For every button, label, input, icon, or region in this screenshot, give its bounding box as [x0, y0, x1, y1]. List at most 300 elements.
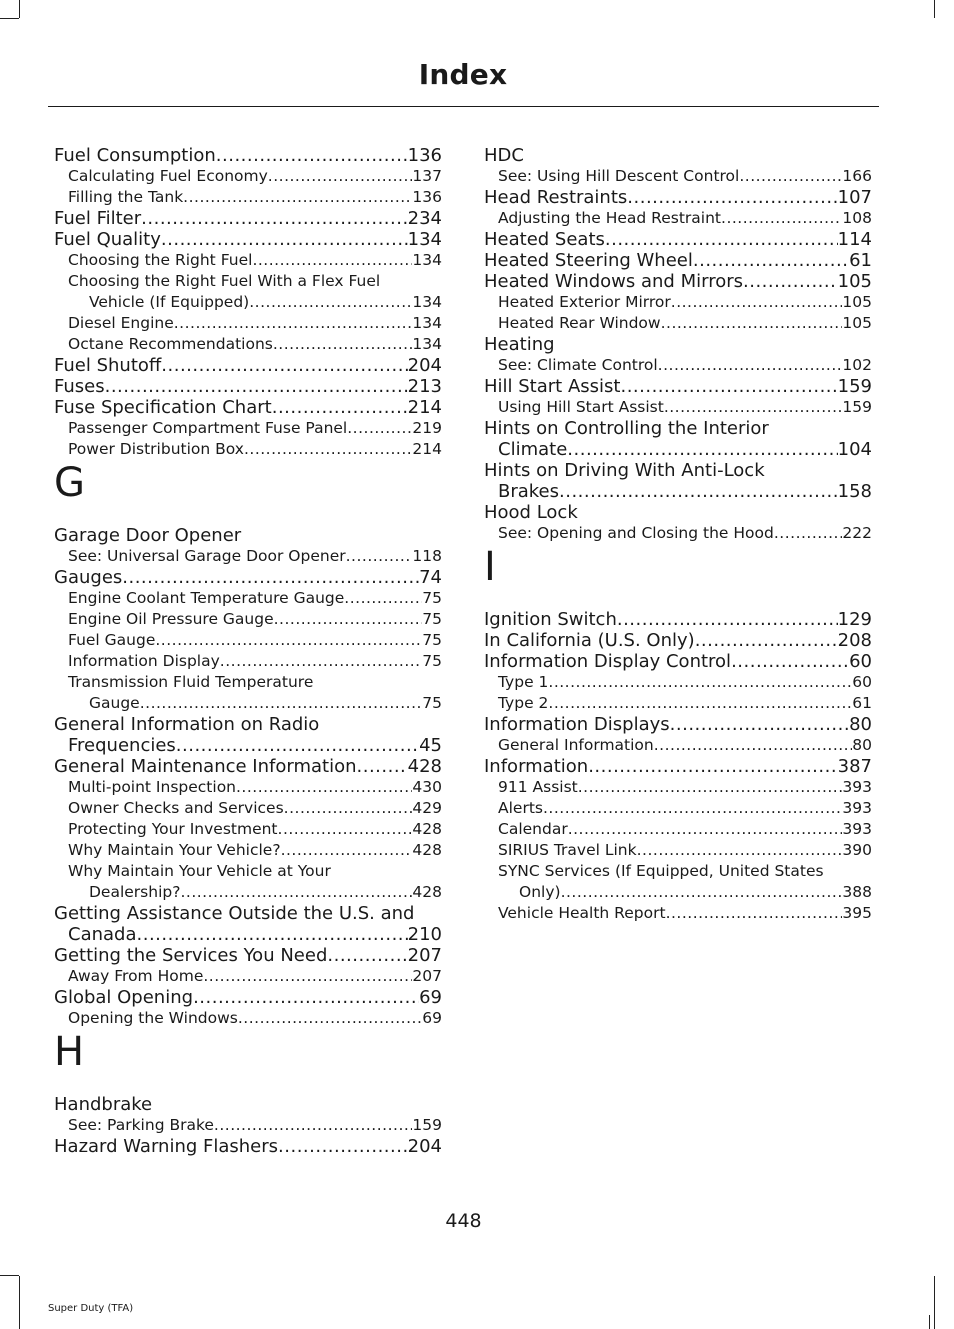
- section-letter: I: [484, 544, 496, 590]
- index-column-right: [484, 145, 872, 924]
- dot-leader: [174, 313, 413, 334]
- entry-row: [498, 208, 872, 229]
- entry-row: [484, 271, 872, 292]
- entry-text: Octane Recommendations: [68, 335, 273, 353]
- entry-text: In California (U.S. Only): [484, 630, 695, 651]
- entry-row: [484, 630, 872, 651]
- entry-text: Power Distribution Box: [68, 440, 244, 458]
- page-ref: 219: [412, 419, 442, 437]
- index-subentry: [54, 250, 442, 271]
- page-ref: 134: [412, 251, 442, 269]
- entry-text: Hood Lock: [484, 502, 578, 523]
- page-ref: 45: [419, 735, 442, 756]
- entry-text: 911 Assist: [498, 778, 578, 796]
- entry-text: Fuel Filter: [54, 208, 142, 229]
- index-entry: [54, 145, 442, 166]
- entry-text-continued: Only): [519, 883, 561, 901]
- entry-text: Getting the Services You Need: [54, 945, 328, 966]
- dot-leader: [347, 418, 412, 439]
- entry-text-continued: Vehicle (If Equipped): [89, 293, 250, 311]
- index-entry: [54, 208, 442, 229]
- dot-leader: [161, 355, 407, 376]
- entry-text-continued: Climate: [498, 439, 568, 460]
- entry-text: Type 1: [498, 673, 549, 691]
- entry-text: General Information on Radio: [54, 714, 320, 735]
- entry-text: Gauges: [54, 567, 123, 588]
- index-subentry: [54, 777, 442, 798]
- page-ref: 388: [842, 883, 872, 901]
- entry-row: [54, 567, 442, 588]
- page-ref: 80: [849, 714, 872, 735]
- entry-text: Ignition Switch: [484, 609, 617, 630]
- page-ref: 393: [842, 820, 872, 838]
- entry-text: Heated Seats: [484, 229, 605, 250]
- page-ref: 204: [407, 1136, 442, 1157]
- entry-text: Hazard Warning Flashers: [54, 1136, 279, 1157]
- entry-row: [498, 819, 872, 840]
- index-entry: [484, 502, 872, 523]
- index-subentry: [484, 819, 872, 840]
- index-subentry: [54, 187, 442, 208]
- entry-row: [68, 250, 442, 271]
- dot-leader: [670, 714, 849, 735]
- dot-leader: [278, 819, 413, 840]
- entry-text: Owner Checks and Services: [68, 799, 284, 817]
- index-subentry: [484, 777, 872, 798]
- entry-text-continued: Frequencies: [68, 735, 176, 756]
- entry-text: Vehicle Health Report: [498, 904, 666, 922]
- entry-text: Fuel Quality: [54, 229, 161, 250]
- entry-text-continued: Dealership?: [89, 883, 181, 901]
- index-subentry: [54, 271, 442, 313]
- entry-row: [68, 588, 442, 609]
- entry-text: Hints on Driving With Anti-Lock: [484, 460, 765, 481]
- dot-leader: [180, 882, 412, 903]
- dot-leader: [137, 924, 408, 945]
- entry-row: [54, 229, 442, 250]
- entry-row: [54, 756, 442, 777]
- page-ref: 60: [852, 673, 872, 691]
- dot-leader: [627, 187, 837, 208]
- dot-leader: [548, 672, 852, 693]
- index-subentry: [54, 334, 442, 355]
- index-entry: [54, 229, 442, 250]
- entry-text: HDC: [484, 145, 524, 166]
- entry-text: Hill Start Assist: [484, 376, 621, 397]
- index-entry: [54, 1094, 442, 1115]
- page-ref: 428: [407, 756, 442, 777]
- entry-row: [54, 355, 442, 376]
- entry-row: [498, 166, 872, 187]
- entry-row: [68, 966, 442, 987]
- entry-text: Using Hill Start Assist: [498, 398, 664, 416]
- entry-row: [484, 714, 872, 735]
- index-subentry: [54, 819, 442, 840]
- index-subentry: [484, 292, 872, 313]
- index-entry: [54, 987, 442, 1008]
- index-entry: [54, 525, 442, 546]
- dot-leader: [637, 840, 843, 861]
- page-ref: 61: [852, 694, 872, 712]
- entry-text: Choosing the Right Fuel: [68, 251, 253, 269]
- dot-leader: [671, 292, 843, 313]
- index-subentry: [54, 418, 442, 439]
- index-subentry: [484, 313, 872, 334]
- entry-text: Fuel Consumption: [54, 145, 216, 166]
- dot-leader: [346, 546, 413, 567]
- index-subentry: [484, 693, 872, 714]
- page-ref: 158: [837, 481, 872, 502]
- dot-leader: [220, 651, 422, 672]
- crop-mark: [929, 1315, 930, 1329]
- entry-continuation-row: [498, 882, 872, 903]
- index-subentry: [54, 630, 442, 651]
- page-ref: 104: [837, 439, 872, 460]
- index-column-left: [54, 145, 442, 1157]
- page-ref: 118: [412, 547, 442, 565]
- dot-leader: [743, 271, 838, 292]
- page-ref: 207: [407, 945, 442, 966]
- index-subentry: [484, 903, 872, 924]
- dot-leader: [161, 229, 408, 250]
- dot-leader: [721, 208, 842, 229]
- entry-text: Fuel Gauge: [68, 631, 156, 649]
- dot-leader: [238, 1008, 422, 1029]
- index-subentry: [54, 840, 442, 861]
- page-ref: 75: [422, 631, 442, 649]
- entry-row: [498, 292, 872, 313]
- entry-row: [498, 355, 872, 376]
- entry-text: Heated Steering Wheel: [484, 250, 693, 271]
- entry-text: See: Using Hill Descent Control: [498, 167, 740, 185]
- entry-text: See: Universal Garage Door Opener: [68, 547, 346, 565]
- dot-leader: [731, 651, 849, 672]
- index-entry: [54, 567, 442, 588]
- entry-row: [68, 439, 442, 460]
- entry-row: [54, 945, 442, 966]
- page-ref: 214: [407, 397, 442, 418]
- index-subentry: [484, 672, 872, 693]
- entry-text: Why Maintain Your Vehicle?: [68, 841, 281, 859]
- page-ref: 69: [419, 987, 442, 1008]
- crop-mark: [934, 0, 935, 18]
- page-ref: 114: [837, 229, 872, 250]
- index-entry: [484, 145, 872, 166]
- entry-row: [68, 840, 442, 861]
- entry-text: Engine Oil Pressure Gauge: [68, 610, 274, 628]
- entry-text: Head Restraints: [484, 187, 628, 208]
- entry-text: Away From Home: [68, 967, 204, 985]
- index-entry: [484, 250, 872, 271]
- dot-leader: [661, 313, 843, 334]
- entry-row: [484, 187, 872, 208]
- dot-leader: [774, 523, 843, 544]
- entry-text: General Maintenance Information: [54, 756, 357, 777]
- page-ref: 428: [412, 820, 442, 838]
- entry-continuation-row: [68, 693, 442, 714]
- page-ref: 105: [842, 314, 872, 332]
- page-ref: 234: [407, 208, 442, 229]
- entry-continuation-row: [484, 481, 872, 502]
- entry-text: Type 2: [498, 694, 549, 712]
- dot-leader: [654, 735, 853, 756]
- section-letter: H: [54, 1029, 85, 1075]
- page-ref: 134: [412, 335, 442, 353]
- entry-text: Opening the Windows: [68, 1009, 238, 1027]
- entry-text: Protecting Your Investment: [68, 820, 278, 838]
- entry-text: See: Parking Brake: [68, 1116, 214, 1134]
- entry-text: See: Opening and Closing the Hood: [498, 524, 774, 542]
- entry-text: Passenger Compartment Fuse Panel: [68, 419, 348, 437]
- page-ref: 80: [852, 736, 872, 754]
- index-entry: [484, 187, 872, 208]
- index-subentry: [484, 523, 872, 544]
- index-subentry: [484, 861, 872, 903]
- entry-continuation-row: [68, 882, 442, 903]
- entry-text: Information Displays: [484, 714, 670, 735]
- page-ref: 61: [849, 250, 872, 271]
- dot-leader: [193, 987, 419, 1008]
- index-subentry: [54, 546, 442, 567]
- index-entry: [484, 609, 872, 630]
- index-entry: [54, 714, 442, 756]
- dot-leader: [561, 882, 843, 903]
- dot-leader: [605, 229, 838, 250]
- page-ref: 428: [412, 883, 442, 901]
- dot-leader: [203, 966, 412, 987]
- dot-leader: [344, 588, 422, 609]
- dot-leader: [695, 630, 838, 651]
- entry-row: [484, 609, 872, 630]
- dot-leader: [155, 630, 422, 651]
- dot-leader: [278, 1136, 408, 1157]
- entry-continuation-row: [54, 924, 442, 945]
- page-ref: 430: [412, 778, 442, 796]
- entry-row: [484, 250, 872, 271]
- entry-row: [498, 313, 872, 334]
- dot-leader: [244, 439, 412, 460]
- page-ref: 75: [422, 694, 442, 712]
- index-entry: [484, 756, 872, 777]
- page-ref: 134: [407, 229, 442, 250]
- index-subentry: [484, 166, 872, 187]
- page-ref: 108: [842, 209, 872, 227]
- crop-mark: [0, 1275, 19, 1276]
- page-ref: 75: [422, 652, 442, 670]
- dot-leader: [588, 756, 837, 777]
- index-entry: [54, 355, 442, 376]
- entry-row: [68, 418, 442, 439]
- page-ref: 159: [842, 398, 872, 416]
- dot-leader: [284, 798, 413, 819]
- entry-text: Fuel Shutoff: [54, 355, 162, 376]
- entry-text: Choosing the Right Fuel With a Flex Fuel: [68, 272, 381, 290]
- section-letter: G: [54, 460, 85, 506]
- page-ref: 429: [412, 799, 442, 817]
- index-entry: [484, 714, 872, 735]
- dot-leader: [176, 735, 419, 756]
- entry-text: Calendar: [498, 820, 568, 838]
- entry-row: [68, 609, 442, 630]
- dot-leader: [739, 166, 842, 187]
- entry-row: [54, 145, 442, 166]
- index-subentry: [54, 1115, 442, 1136]
- entry-text: Calculating Fuel Economy: [68, 167, 268, 185]
- page-ref: 74: [419, 567, 442, 588]
- page-ref: 159: [837, 376, 872, 397]
- entry-text: Fuse Specification Chart: [54, 397, 272, 418]
- entry-text: Handbrake: [54, 1094, 153, 1115]
- entry-text: Alerts: [498, 799, 543, 817]
- entry-text-continued: Brakes: [498, 481, 560, 502]
- index-subentry: [54, 672, 442, 714]
- page-ref: 387: [837, 756, 872, 777]
- page-ref: 107: [837, 187, 872, 208]
- index-entry: [484, 376, 872, 397]
- page-ref: 60: [849, 651, 872, 672]
- index-subentry: [54, 1008, 442, 1029]
- index-entry: [54, 397, 442, 418]
- entry-text: SYNC Services (If Equipped, United States: [498, 862, 824, 880]
- index-subentry: [484, 840, 872, 861]
- entry-text-continued: Gauge: [89, 694, 140, 712]
- dot-leader: [548, 693, 852, 714]
- index-subentry: [54, 609, 442, 630]
- page-ref: 134: [412, 314, 442, 332]
- entry-text: Why Maintain Your Vehicle at Your: [68, 862, 331, 880]
- entry-row: [68, 798, 442, 819]
- dot-leader: [327, 945, 407, 966]
- crop-mark: [19, 0, 20, 18]
- entry-row: [484, 229, 872, 250]
- entry-continuation-row: [54, 735, 442, 756]
- entry-row: [68, 546, 442, 567]
- index-subentry: [484, 208, 872, 229]
- entry-row: [54, 525, 442, 546]
- entry-row: [484, 376, 872, 397]
- entry-row: [68, 1008, 442, 1029]
- dot-leader: [140, 693, 423, 714]
- page-number: 448: [445, 1210, 482, 1232]
- page-ref: 393: [842, 778, 872, 796]
- entry-row: [68, 1115, 442, 1136]
- entry-text-continued: Canada: [68, 924, 137, 945]
- page-ref: 395: [842, 904, 872, 922]
- page-ref: 208: [837, 630, 872, 651]
- dot-leader: [617, 609, 838, 630]
- page-ref: 136: [412, 188, 442, 206]
- page-ref: 105: [842, 293, 872, 311]
- entry-row: [68, 313, 442, 334]
- entry-text: Transmission Fluid Temperature: [68, 673, 314, 691]
- entry-row: [484, 502, 872, 523]
- dot-leader: [559, 481, 838, 502]
- entry-row: [68, 334, 442, 355]
- entry-text: Adjusting the Head Restraint: [498, 209, 722, 227]
- entry-text: Heated Exterior Mirror: [498, 293, 671, 311]
- index-subentry: [54, 798, 442, 819]
- entry-continuation-row: [484, 439, 872, 460]
- index-subentry: [484, 397, 872, 418]
- entry-row: [68, 166, 442, 187]
- page-ref: 134: [412, 293, 442, 311]
- entry-text: Global Opening: [54, 987, 194, 1008]
- entry-continuation-row: [68, 292, 442, 313]
- entry-text: Diesel Engine: [68, 314, 174, 332]
- dot-leader: [214, 1115, 412, 1136]
- entry-row: [484, 756, 872, 777]
- index-entry: [484, 229, 872, 250]
- entry-row: [484, 334, 872, 355]
- entry-row: [498, 840, 872, 861]
- dot-leader: [252, 250, 412, 271]
- index-entry: [54, 1136, 442, 1157]
- entry-row: [498, 735, 872, 756]
- dot-leader: [273, 334, 413, 355]
- crop-mark: [19, 1276, 20, 1329]
- crop-mark: [0, 18, 19, 19]
- dot-leader: [693, 250, 849, 271]
- entry-row: [68, 630, 442, 651]
- entry-row: [498, 672, 872, 693]
- index-subentry: [54, 588, 442, 609]
- entry-text: Getting Assistance Outside the U.S. and: [54, 903, 415, 924]
- dot-leader: [568, 819, 843, 840]
- entry-row: [54, 987, 442, 1008]
- entry-text: Fuses: [54, 376, 105, 397]
- entry-row: [68, 777, 442, 798]
- index-subentry: [484, 798, 872, 819]
- index-entry: [54, 756, 442, 777]
- page-ref: 222: [842, 524, 872, 542]
- index-entry: [54, 903, 442, 945]
- index-subentry: [54, 313, 442, 334]
- dot-leader: [620, 376, 837, 397]
- entry-row: [68, 187, 442, 208]
- entry-row: [54, 1136, 442, 1157]
- crop-mark: [934, 1276, 935, 1329]
- entry-row: [498, 798, 872, 819]
- dot-leader: [578, 777, 843, 798]
- entry-text: Information Display Control: [484, 651, 732, 672]
- index-entry: [484, 271, 872, 292]
- index-entry: [484, 651, 872, 672]
- entry-row: [54, 208, 442, 229]
- entry-row: [484, 651, 872, 672]
- index-entry: [484, 460, 872, 502]
- entry-row: [498, 397, 872, 418]
- entry-row: [498, 693, 872, 714]
- dot-leader: [105, 376, 408, 397]
- page-ref: 75: [422, 610, 442, 628]
- dot-leader: [664, 397, 843, 418]
- index-subentry: [54, 166, 442, 187]
- dot-leader: [249, 292, 412, 313]
- index-entry: [54, 376, 442, 397]
- footer-text: Super Duty (TFA): [48, 1303, 134, 1314]
- dot-leader: [543, 798, 842, 819]
- dot-leader: [236, 777, 412, 798]
- dot-leader: [272, 397, 408, 418]
- dot-leader: [567, 439, 837, 460]
- entry-row: [54, 397, 442, 418]
- page-ref: 393: [842, 799, 872, 817]
- page-ref: 137: [412, 167, 442, 185]
- index-subentry: [484, 355, 872, 376]
- page-ref: 159: [412, 1116, 442, 1134]
- entry-text: SIRIUS Travel Link: [498, 841, 637, 859]
- page-ref: 214: [412, 440, 442, 458]
